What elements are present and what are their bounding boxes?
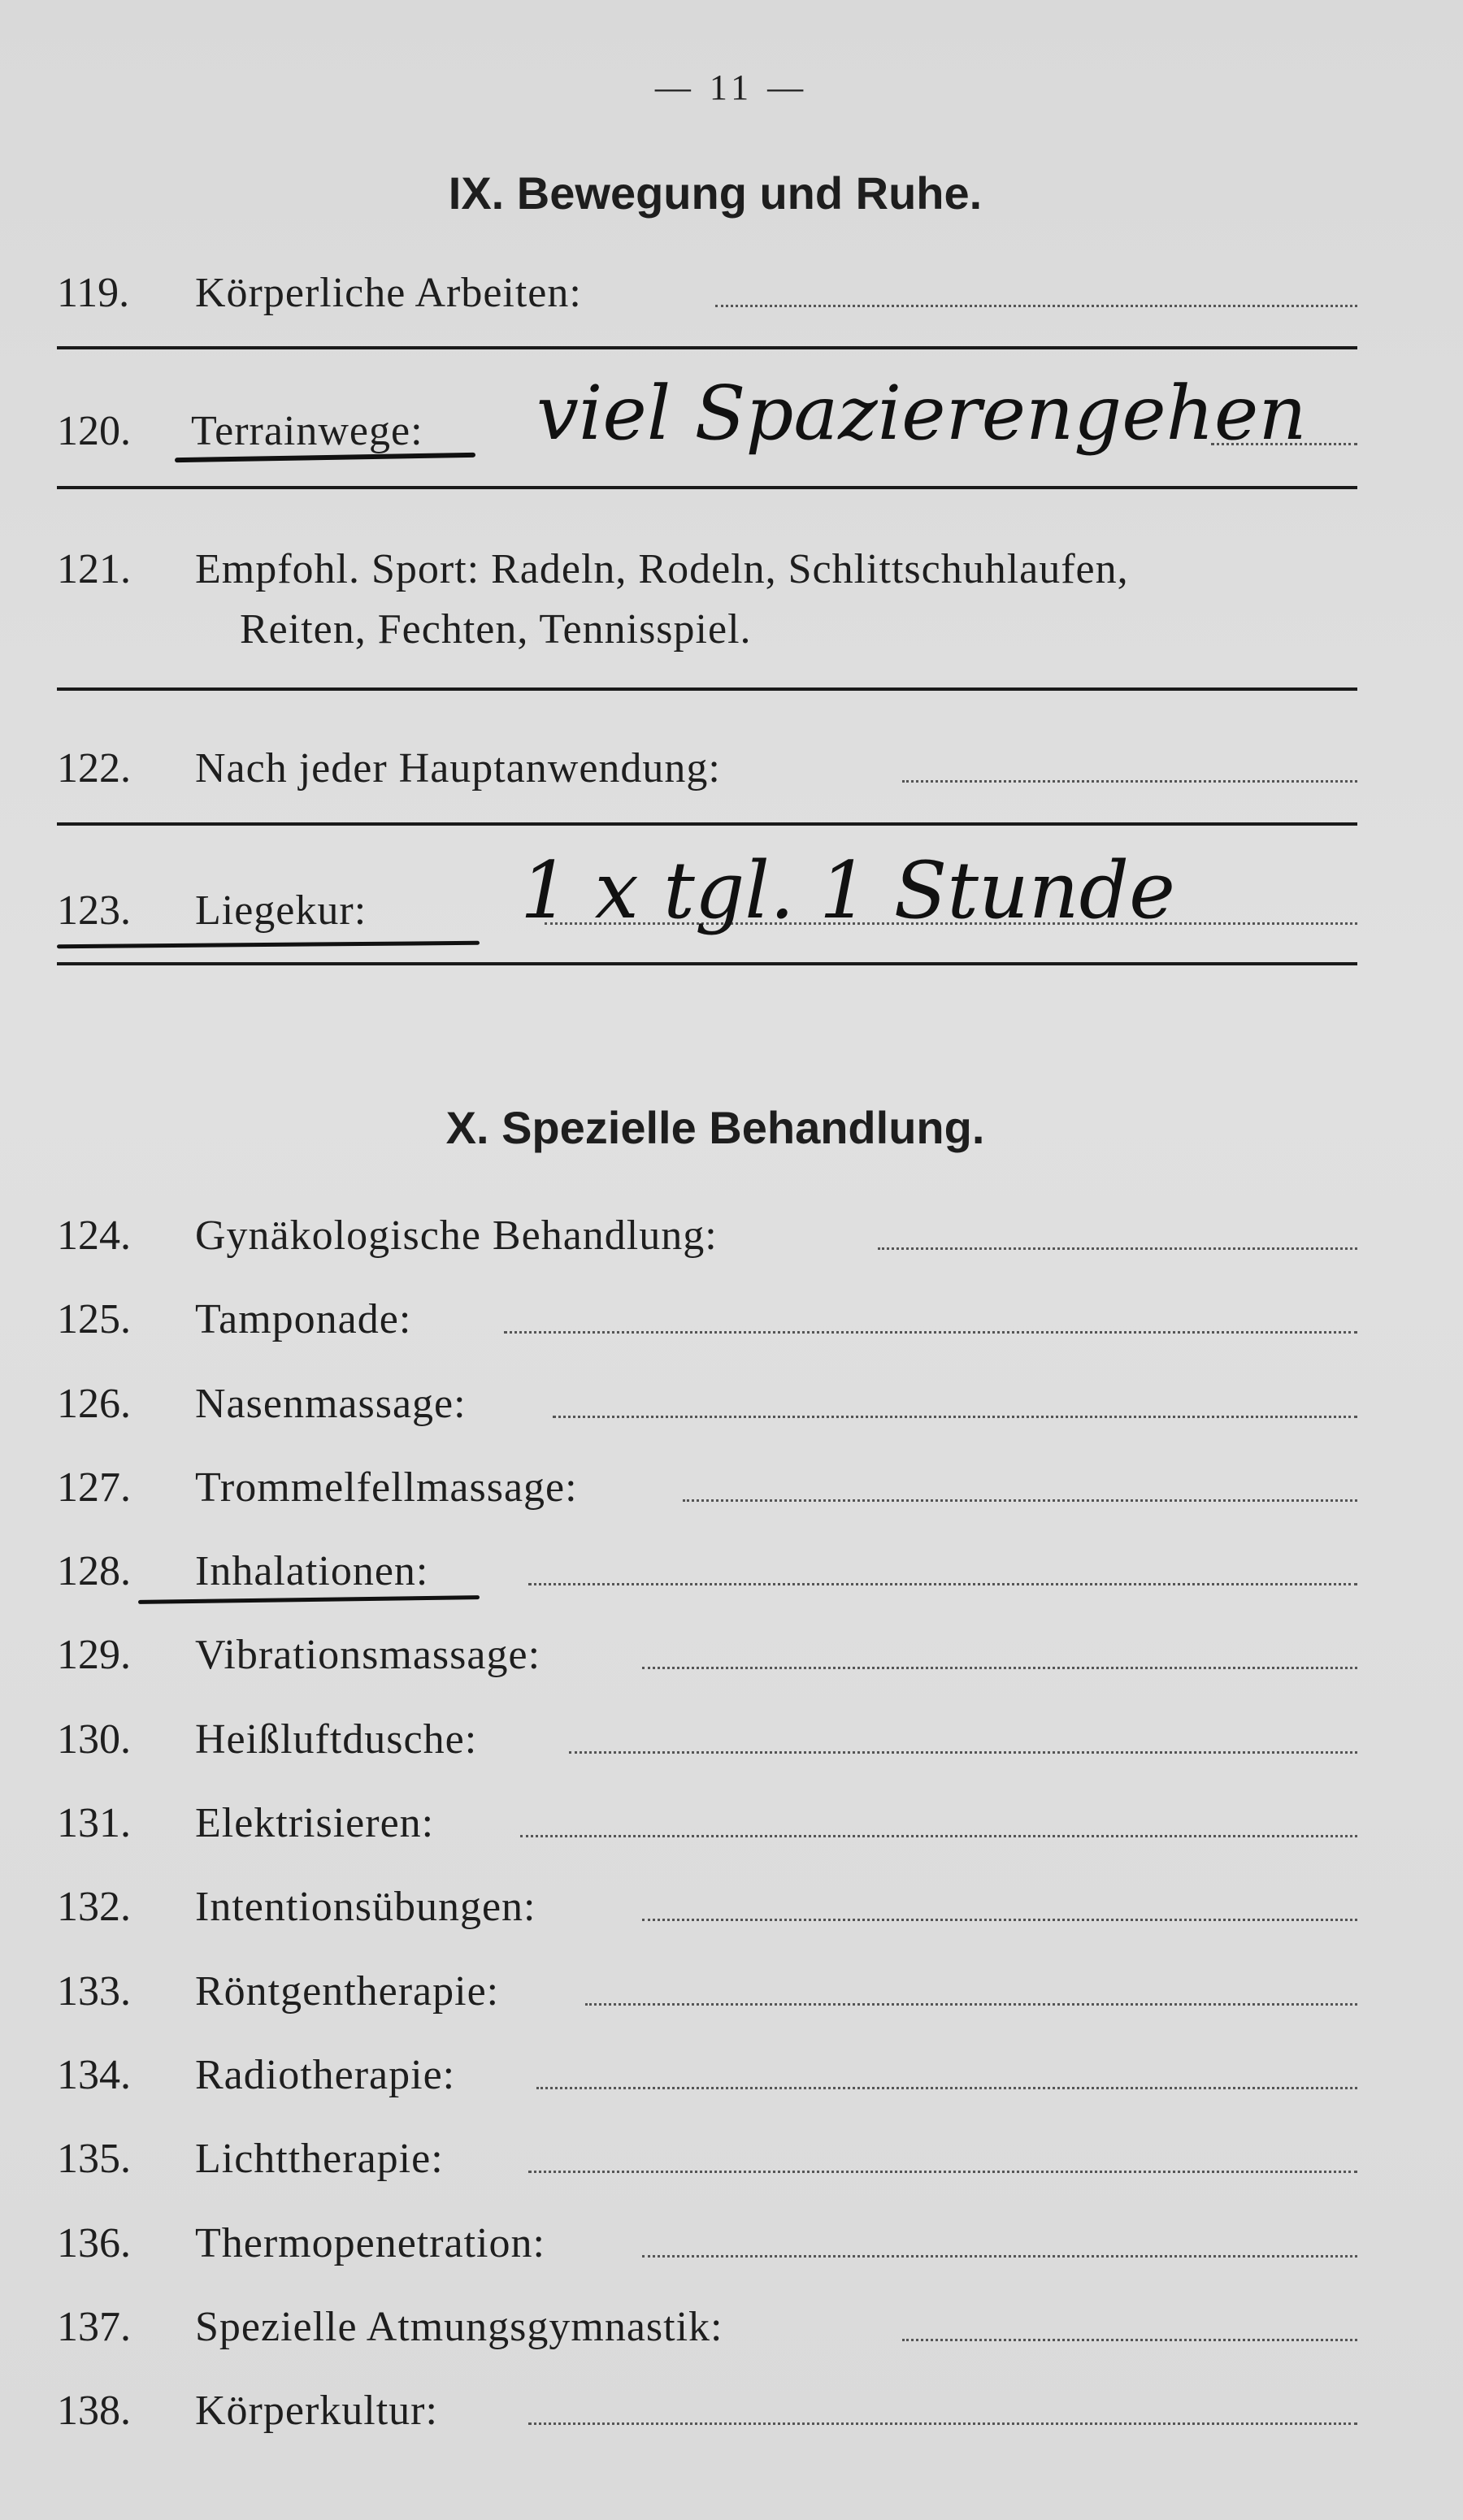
dotted-fill-line [520,1835,1357,1837]
item-label: Körperkultur: [195,2388,438,2434]
section-title-x: X. Spezielle Behandlung. [445,1102,985,1153]
rule-line [57,822,1357,826]
dotted-fill-line [585,2003,1357,2006]
item-number: 130. [57,1716,131,1763]
item-number: 137. [57,2304,131,2350]
section-title-ix: IX. Bewegung und Ruhe. [448,167,983,219]
form-row-127 [57,1455,1357,1520]
form-row-125 [57,1286,1357,1351]
dotted-fill-line [504,1331,1357,1334]
dotted-fill-line [878,1247,1357,1250]
dotted-fill-line [902,780,1357,783]
dotted-fill-line [553,1416,1357,1418]
dotted-fill-line [683,1499,1357,1502]
item-number: 132. [57,1884,131,1930]
item-label: Terrainwege: [191,408,423,454]
item-number: 127. [57,1464,131,1511]
item-label: Lichttherapie: [195,2136,444,2182]
dotted-fill-line [569,1751,1357,1754]
item-number: 125. [57,1296,131,1342]
page-number: — 11 — [654,67,809,107]
item-label: Inhalationen: [195,1548,429,1594]
dotted-fill-line [715,305,1357,307]
form-row-131 [57,1790,1357,1855]
item-label: Nach jeder Hauptanwendung: [195,745,721,792]
item-number: 134. [57,2052,131,2098]
item-number: 124. [57,1212,131,1259]
item-label: Intentionsübungen: [195,1884,536,1930]
item-label: Röntgentherapie: [195,1968,500,2015]
form-row-134 [57,2042,1357,2107]
item-number: 133. [57,1968,131,2015]
item-label: Vibrationsmassage: [195,1632,541,1678]
item-label: Thermopenetration: [195,2220,545,2266]
dotted-fill-line [528,1583,1357,1585]
handwritten-entry: 1 x tgl. 1 Stunde [520,845,1175,936]
item-label: Trommelfellmassage: [195,1464,578,1511]
dotted-fill-line [902,2339,1357,2341]
form-row-129 [57,1622,1357,1687]
handwritten-entry: viel Spazierengehen [536,370,1307,457]
form-row-133 [57,1958,1357,2023]
item-number: 119. [57,270,130,316]
item-label: Heißluftdusche: [195,1716,478,1763]
form-row-136 [57,2210,1357,2275]
form-row-128 [57,1538,1357,1603]
form-row-119 [57,260,1357,325]
item-number: 129. [57,1632,131,1678]
item-label: Körperliche Arbeiten: [195,270,582,316]
form-row-135 [57,2126,1357,2191]
form-row-124 [57,1203,1357,1268]
rule-line [57,962,1357,965]
item-label: Liegekur: [195,887,367,934]
dotted-fill-line [642,1919,1357,1921]
item-number: 126. [57,1381,131,1427]
form-row-121 [57,536,1357,601]
form-row-137 [57,2294,1357,2359]
item-number: 120. [57,408,131,454]
item-number: 135. [57,2136,131,2182]
dotted-fill-line [642,1667,1357,1669]
item-number: 128. [57,1548,131,1594]
item-label: Nasenmassage: [195,1381,467,1427]
rule-line [57,687,1357,691]
item-label: Elektrisieren: [195,1800,435,1846]
item-number: 131. [57,1800,131,1846]
item-number: 122. [57,745,131,792]
rule-line [57,346,1357,349]
form-row-132 [57,1874,1357,1939]
form-row-122 [57,735,1357,800]
form-row-126 [57,1371,1357,1436]
item-number: 136. [57,2220,131,2266]
item-number: 123. [57,887,131,934]
dotted-fill-line [536,2087,1357,2089]
item-label: Spezielle Atmungsgymnastik: [195,2304,723,2350]
form-row-138 [57,2378,1357,2443]
item-number: 121. [57,546,131,592]
dotted-fill-line [528,2422,1357,2425]
dotted-fill-line [528,2171,1357,2173]
form-row-130 [57,1707,1357,1772]
item-number: 138. [57,2388,131,2434]
item-label: Radiotherapie: [195,2052,456,2098]
item-label-continuation: Reiten, Fechten, Tennisspiel. [240,606,752,653]
rule-line [57,486,1357,489]
item-label: Gynäkologische Behandlung: [195,1212,718,1259]
item-label: Empfohl. Sport: Radeln, Rodeln, Schlittschuhlaufen, [195,546,1129,592]
item-label: Tamponade: [195,1296,412,1342]
dotted-fill-line [642,2255,1357,2258]
